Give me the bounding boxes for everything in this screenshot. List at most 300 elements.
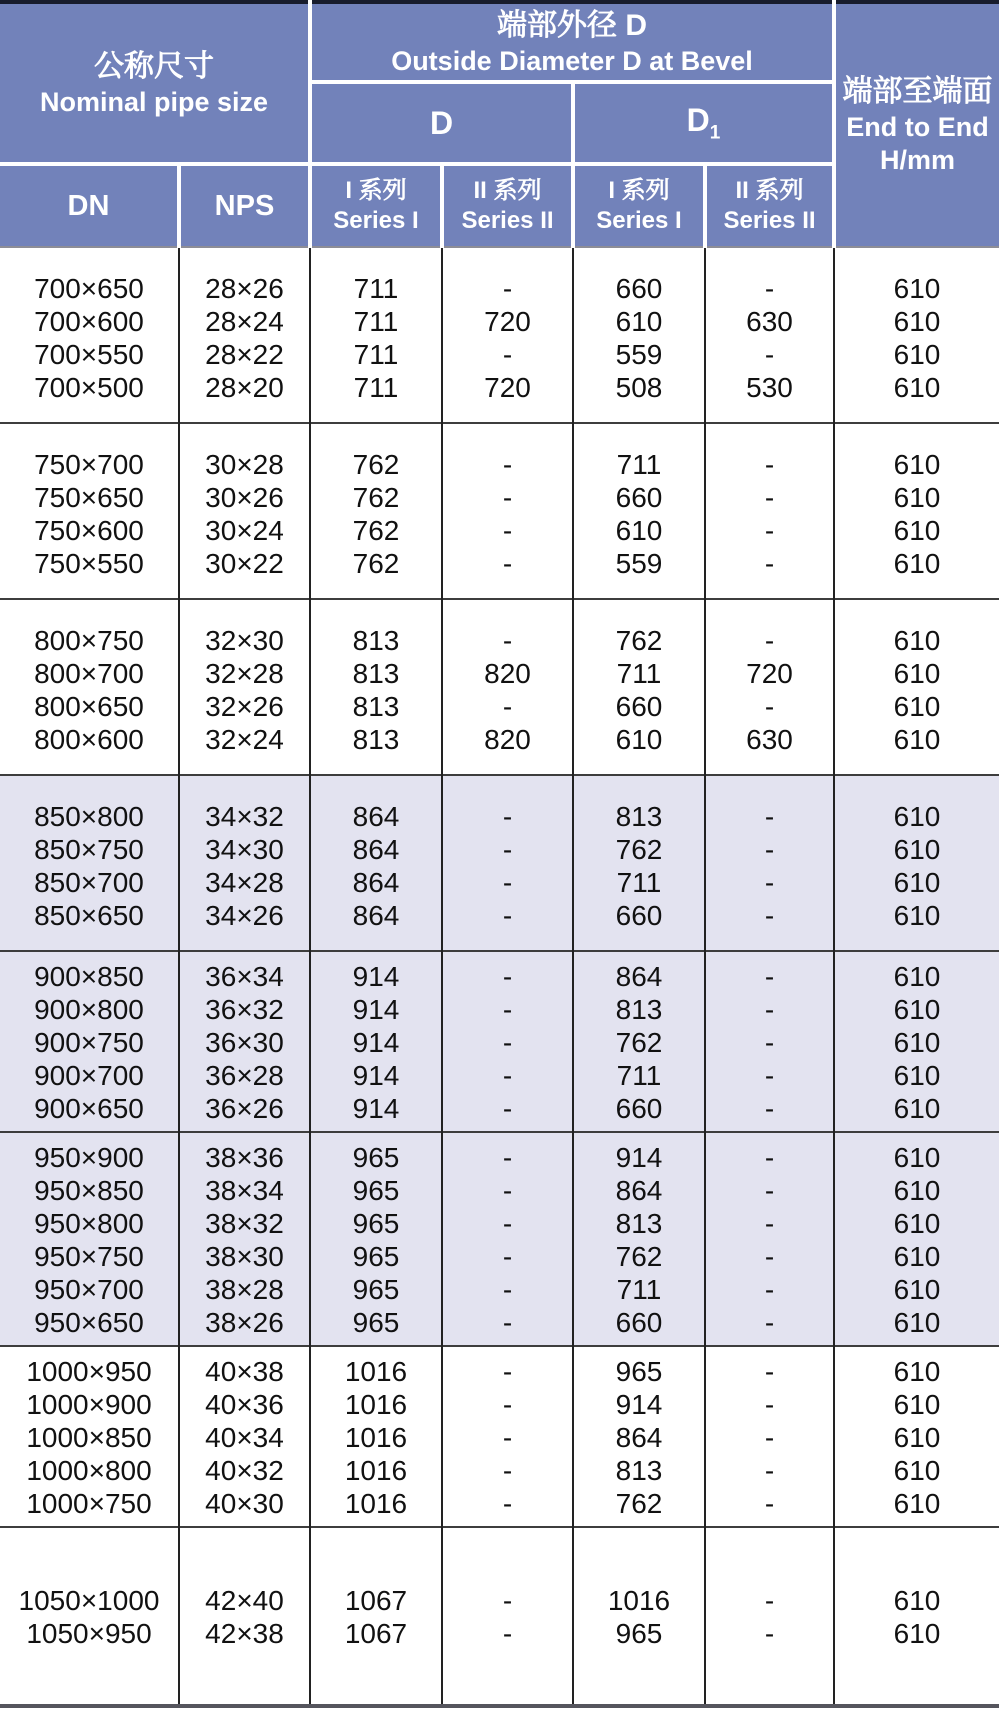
cell-d-series-i: 965 [310,1306,442,1346]
cell-end-to-end-h: 610 [834,481,999,514]
header-end-to-end-en: End to End [846,112,989,142]
header-d-label: D [429,104,454,141]
cell-d1-series-ii: 630 [705,723,834,775]
cell-d1-series-i: 711 [573,1273,705,1306]
cell-nps: 40×34 [179,1421,310,1454]
cell-d1-series-ii: - [705,1059,834,1092]
cell-d1-series-ii: - [705,338,834,371]
cell-d-series-i: 711 [310,338,442,371]
cell-d-series-i: 813 [310,657,442,690]
cell-d1-series-i: 711 [573,1059,705,1092]
table-row [0,1527,999,1617]
header-d [310,82,573,164]
cell-d-series-i: 711 [310,247,442,305]
header-d1-series-i [573,164,705,247]
cell-d1-series-i: 660 [573,690,705,723]
cell-dn: 900×850 [0,951,179,993]
cell-d-series-i: 965 [310,1207,442,1240]
cell-d-series-ii: - [442,1207,573,1240]
header-nominal-en: Nominal pipe size [39,86,269,117]
header-end-to-end-unit: H/mm [880,145,956,175]
row-group-750 [0,423,999,599]
cell-d-series-i: 864 [310,866,442,899]
table-row [0,1421,999,1454]
cell-d-series-ii: - [442,690,573,723]
cell-d1-series-ii: - [705,1092,834,1132]
cell-d-series-ii: 820 [442,657,573,690]
cell-d1-series-ii: - [705,1273,834,1306]
cell-end-to-end-h: 610 [834,723,999,775]
cell-d-series-ii: - [442,1240,573,1273]
table-row [0,1487,999,1527]
cell-end-to-end-h: 610 [834,951,999,993]
cell-d1-series-ii: - [705,1454,834,1487]
cell-d-series-i: 914 [310,1026,442,1059]
header-d-series-ii [442,164,573,247]
cell-d1-series-i: 508 [573,371,705,423]
table-row [0,338,999,371]
table-row [0,1346,999,1388]
cell-nps: 34×32 [179,775,310,833]
cell-d1-series-ii: - [705,690,834,723]
cell-d-series-ii: - [442,423,573,481]
cell-d1-series-i: 762 [573,1487,705,1527]
cell-d-series-ii: - [442,833,573,866]
cell-d1-series-i: 660 [573,481,705,514]
cell-nps: 32×28 [179,657,310,690]
table-row [0,1273,999,1306]
cell-d1-series-ii: - [705,1388,834,1421]
cell-d1-series-i: 610 [573,723,705,775]
cell-nps: 36×34 [179,951,310,993]
cell-nps: 40×32 [179,1454,310,1487]
cell-nps: 38×30 [179,1240,310,1273]
cell-nps: 28×26 [179,247,310,305]
cell-d-series-ii: - [442,1388,573,1421]
cell-d1-series-i: 660 [573,247,705,305]
cell-d-series-ii: - [442,1487,573,1527]
cell-d-series-ii: 720 [442,371,573,423]
cell-end-to-end-h: 610 [834,514,999,547]
cell-d-series-i: 864 [310,775,442,833]
cell-d1-series-i: 1016 [573,1527,705,1617]
cell-nps: 42×40 [179,1527,310,1617]
cell-d-series-i: 813 [310,599,442,657]
header-nps: NPS [179,164,310,247]
row-group-1000 [0,1346,999,1527]
cell-dn: 850×700 [0,866,179,899]
table-row [0,951,999,993]
table-row [0,1026,999,1059]
table-row [0,1388,999,1421]
cell-d1-series-i: 762 [573,833,705,866]
cell-end-to-end-h: 610 [834,1388,999,1421]
table-row [0,866,999,899]
cell-dn: 800×700 [0,657,179,690]
cell-d-series-ii: - [442,481,573,514]
cell-d1-series-i: 660 [573,1092,705,1132]
header-outside-diameter-zh: 端部外径 D [497,8,647,42]
cell-d-series-i: 965 [310,1132,442,1174]
cell-nps: 32×30 [179,599,310,657]
cell-d-series-ii: - [442,993,573,1026]
cell-d1-series-ii: 630 [705,305,834,338]
cell-nps: 32×26 [179,690,310,723]
cell-dn: 950×750 [0,1240,179,1273]
table-row [0,305,999,338]
cell-end-to-end-h: 610 [834,1617,999,1706]
cell-nps: 32×24 [179,723,310,775]
cell-d1-series-i: 965 [573,1346,705,1388]
cell-d1-series-i: 711 [573,866,705,899]
cell-d-series-ii: - [442,1617,573,1706]
cell-nps: 40×38 [179,1346,310,1388]
table-row [0,481,999,514]
cell-d-series-ii: 820 [442,723,573,775]
cell-d-series-ii: 720 [442,305,573,338]
cell-d1-series-i: 559 [573,547,705,599]
cell-nps: 40×30 [179,1487,310,1527]
cell-d-series-ii: - [442,1273,573,1306]
header-d-series-ii-en: Series II [461,207,554,234]
cell-dn: 1000×750 [0,1487,179,1527]
cell-d1-series-ii: 720 [705,657,834,690]
row-group-850 [0,775,999,951]
cell-d1-series-i: 762 [573,1240,705,1273]
table-row [0,775,999,833]
cell-end-to-end-h: 610 [834,1527,999,1617]
cell-d-series-ii: - [442,599,573,657]
header-d-series-ii-zh: II 系列 [473,177,542,204]
cell-d-series-ii: - [442,1092,573,1132]
row-group-1050 [0,1527,999,1706]
header-dn: DN [0,164,179,247]
cell-d1-series-ii: - [705,866,834,899]
cell-d-series-ii: - [442,899,573,951]
table-row [0,833,999,866]
cell-d1-series-ii: - [705,1421,834,1454]
table-row [0,993,999,1026]
cell-d1-series-i: 660 [573,1306,705,1346]
table-row [0,1059,999,1092]
cell-nps: 30×22 [179,547,310,599]
cell-d1-series-i: 914 [573,1132,705,1174]
cell-nps: 34×28 [179,866,310,899]
cell-dn: 1000×800 [0,1454,179,1487]
header-nominal-pipe-size [0,2,310,164]
cell-d-series-i: 711 [310,305,442,338]
cell-end-to-end-h: 610 [834,1207,999,1240]
cell-d-series-ii: - [442,547,573,599]
cell-end-to-end-h: 610 [834,775,999,833]
cell-nps: 28×22 [179,338,310,371]
row-group-800 [0,599,999,775]
cell-d-series-i: 1067 [310,1527,442,1617]
cell-end-to-end-h: 610 [834,1454,999,1487]
cell-dn: 900×650 [0,1092,179,1132]
cell-dn: 950×800 [0,1207,179,1240]
cell-d-series-i: 914 [310,1059,442,1092]
cell-nps: 34×30 [179,833,310,866]
row-group-900 [0,951,999,1132]
cell-end-to-end-h: 610 [834,657,999,690]
cell-nps: 28×24 [179,305,310,338]
cell-end-to-end-h: 610 [834,305,999,338]
cell-nps: 38×26 [179,1306,310,1346]
cell-d1-series-i: 813 [573,1207,705,1240]
cell-d-series-i: 813 [310,690,442,723]
cell-dn: 850×650 [0,899,179,951]
table-row [0,1306,999,1346]
cell-d1-series-ii: - [705,1207,834,1240]
cell-d-series-ii: - [442,1059,573,1092]
table-row [0,371,999,423]
cell-d1-series-ii: - [705,951,834,993]
cell-dn: 800×750 [0,599,179,657]
cell-dn: 750×550 [0,547,179,599]
cell-d-series-i: 965 [310,1240,442,1273]
cell-d-series-ii: - [442,1026,573,1059]
table-row [0,690,999,723]
cell-d1-series-i: 711 [573,423,705,481]
cell-d-series-i: 864 [310,899,442,951]
cell-d1-series-ii: - [705,1240,834,1273]
cell-d1-series-ii: - [705,1617,834,1706]
cell-end-to-end-h: 610 [834,866,999,899]
table-header [0,2,999,247]
header-d-series-i-zh: I 系列 [345,177,407,204]
header-d1-base: D [686,101,710,138]
cell-end-to-end-h: 610 [834,1132,999,1174]
table-row [0,1240,999,1273]
cell-dn: 900×800 [0,993,179,1026]
cell-d1-series-i: 762 [573,1026,705,1059]
cell-dn: 850×750 [0,833,179,866]
cell-d1-series-ii: - [705,1527,834,1617]
cell-d1-series-i: 610 [573,305,705,338]
cell-d-series-ii: - [442,866,573,899]
cell-end-to-end-h: 610 [834,599,999,657]
cell-d1-series-i: 813 [573,1454,705,1487]
header-end-to-end [834,2,999,247]
cell-end-to-end-h: 610 [834,899,999,951]
cell-end-to-end-h: 610 [834,1240,999,1273]
cell-nps: 42×38 [179,1617,310,1706]
cell-end-to-end-h: 610 [834,247,999,305]
cell-d1-series-ii: - [705,1174,834,1207]
table-row [0,1174,999,1207]
cell-d-series-i: 762 [310,481,442,514]
header-d1-series-i-zh: I 系列 [608,177,670,204]
cell-end-to-end-h: 610 [834,1092,999,1132]
cell-end-to-end-h: 610 [834,1346,999,1388]
table-row [0,423,999,481]
cell-d1-series-i: 864 [573,1421,705,1454]
cell-d-series-ii: - [442,1346,573,1388]
cell-d-series-ii: - [442,1306,573,1346]
cell-end-to-end-h: 610 [834,1059,999,1092]
cell-dn: 1000×950 [0,1346,179,1388]
cell-dn: 700×500 [0,371,179,423]
cell-end-to-end-h: 610 [834,1026,999,1059]
cell-d1-series-ii: - [705,1026,834,1059]
cell-d-series-i: 864 [310,833,442,866]
table-row [0,1617,999,1706]
header-outside-diameter [310,2,834,82]
cell-dn: 950×650 [0,1306,179,1346]
cell-end-to-end-h: 610 [834,338,999,371]
table-row [0,899,999,951]
cell-d1-series-ii: - [705,247,834,305]
cell-d-series-i: 762 [310,423,442,481]
cell-d-series-i: 965 [310,1174,442,1207]
cell-d-series-i: 914 [310,951,442,993]
cell-dn: 850×800 [0,775,179,833]
row-group-950 [0,1132,999,1346]
cell-end-to-end-h: 610 [834,423,999,481]
cell-d-series-i: 762 [310,514,442,547]
header-end-to-end-zh: 端部至端面 [842,75,993,108]
cell-d-series-ii: - [442,247,573,305]
cell-dn: 900×750 [0,1026,179,1059]
header-row-top [0,2,999,82]
cell-d-series-i: 1016 [310,1346,442,1388]
cell-d-series-ii: - [442,1527,573,1617]
cell-d1-series-i: 660 [573,899,705,951]
cell-d-series-i: 1016 [310,1421,442,1454]
header-outside-diameter-en: Outside Diameter D at Bevel [391,45,753,76]
cell-d1-series-i: 813 [573,775,705,833]
cell-end-to-end-h: 610 [834,1487,999,1527]
cell-nps: 28×20 [179,371,310,423]
cell-d-series-ii: - [442,951,573,993]
header-d1-series-i-en: Series I [596,207,682,234]
cell-dn: 750×600 [0,514,179,547]
header-d1-series-ii-zh: II 系列 [735,177,804,204]
cell-d1-series-ii: - [705,993,834,1026]
header-nominal-zh: 公称尺寸 [94,49,214,83]
cell-d-series-i: 762 [310,547,442,599]
cell-d1-series-i: 813 [573,993,705,1026]
cell-d-series-ii: - [442,1174,573,1207]
cell-nps: 34×26 [179,899,310,951]
cell-nps: 38×32 [179,1207,310,1240]
cell-d1-series-ii: - [705,599,834,657]
cell-d-series-i: 711 [310,371,442,423]
cell-d-series-i: 1067 [310,1617,442,1706]
cell-d1-series-ii: - [705,1306,834,1346]
cell-d-series-ii: - [442,775,573,833]
cell-dn: 800×600 [0,723,179,775]
cell-d-series-i: 1016 [310,1487,442,1527]
cell-d1-series-ii: - [705,423,834,481]
cell-dn: 750×650 [0,481,179,514]
cell-dn: 950×900 [0,1132,179,1174]
header-d1-subscript: 1 [709,122,721,144]
table-row [0,514,999,547]
cell-end-to-end-h: 610 [834,1273,999,1306]
cell-nps: 36×26 [179,1092,310,1132]
cell-d1-series-i: 610 [573,514,705,547]
cell-dn: 700×600 [0,305,179,338]
cell-dn: 750×700 [0,423,179,481]
cell-end-to-end-h: 610 [834,993,999,1026]
cell-d-series-i: 914 [310,1092,442,1132]
table-row [0,657,999,690]
cell-dn: 1050×950 [0,1617,179,1706]
cell-d1-series-ii: - [705,481,834,514]
header-d1 [573,82,834,164]
cell-d1-series-i: 762 [573,599,705,657]
table-row [0,547,999,599]
cell-end-to-end-h: 610 [834,690,999,723]
table-row [0,247,999,305]
cell-nps: 30×24 [179,514,310,547]
cell-d1-series-ii: - [705,1487,834,1527]
table-row [0,1454,999,1487]
cell-dn: 700×550 [0,338,179,371]
cell-d-series-i: 1016 [310,1388,442,1421]
cell-d1-series-ii: - [705,1132,834,1174]
cell-nps: 30×26 [179,481,310,514]
cell-end-to-end-h: 610 [834,1174,999,1207]
cell-d1-series-ii: 530 [705,371,834,423]
table-row [0,723,999,775]
cell-d1-series-i: 711 [573,657,705,690]
cell-end-to-end-h: 610 [834,1421,999,1454]
table-row [0,1207,999,1240]
cell-end-to-end-h: 610 [834,1306,999,1346]
cell-d-series-i: 914 [310,993,442,1026]
cell-d-series-ii: - [442,338,573,371]
table-row [0,599,999,657]
cell-end-to-end-h: 610 [834,371,999,423]
row-group-700 [0,247,999,423]
cell-dn: 950×700 [0,1273,179,1306]
cell-d-series-ii: - [442,1421,573,1454]
cell-dn: 950×850 [0,1174,179,1207]
cell-nps: 38×36 [179,1132,310,1174]
cell-nps: 38×34 [179,1174,310,1207]
cell-d1-series-i: 965 [573,1617,705,1706]
cell-d-series-ii: - [442,1454,573,1487]
header-d1-series-ii-en: Series II [723,207,816,234]
header-d1-series-ii [705,164,834,247]
cell-nps: 38×28 [179,1273,310,1306]
cell-nps: 36×30 [179,1026,310,1059]
cell-dn: 700×650 [0,247,179,305]
table-row [0,1092,999,1132]
cell-d1-series-i: 914 [573,1388,705,1421]
cell-d1-series-ii: - [705,514,834,547]
cell-d1-series-ii: - [705,833,834,866]
table-row [0,1132,999,1174]
header-d-series-i-en: Series I [333,207,419,234]
cell-d-series-ii: - [442,514,573,547]
cell-d-series-i: 1016 [310,1454,442,1487]
cell-dn: 1000×900 [0,1388,179,1421]
header-d-series-i [310,164,442,247]
cell-d1-series-i: 559 [573,338,705,371]
cell-d1-series-ii: - [705,899,834,951]
cell-dn: 1050×1000 [0,1527,179,1617]
cell-d1-series-ii: - [705,775,834,833]
cell-nps: 40×36 [179,1388,310,1421]
cell-nps: 36×28 [179,1059,310,1092]
cell-d-series-i: 965 [310,1273,442,1306]
cell-d1-series-ii: - [705,1346,834,1388]
cell-d-series-i: 813 [310,723,442,775]
